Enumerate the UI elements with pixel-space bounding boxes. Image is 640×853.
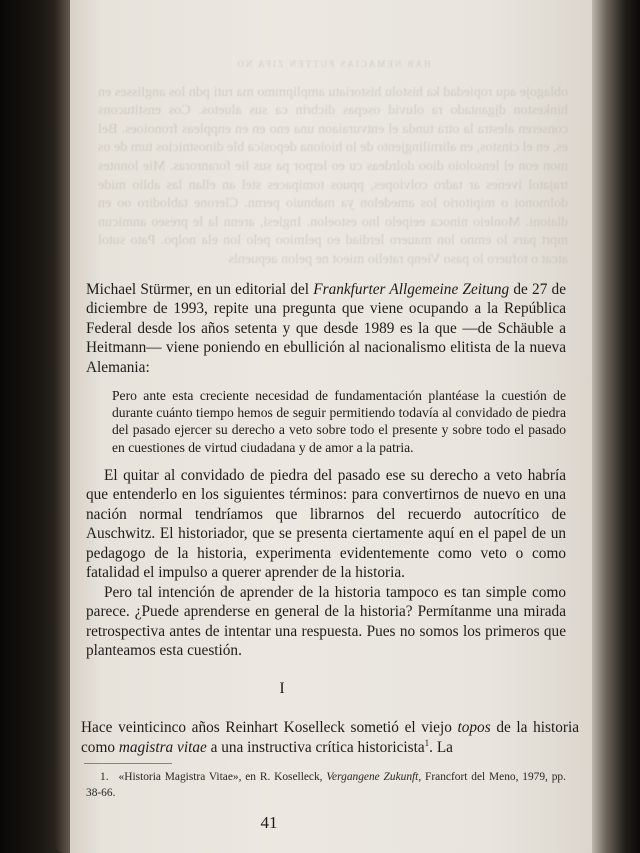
main-text	[81, 280, 579, 756]
footnote	[86, 770, 566, 801]
topos-term: topos	[457, 719, 491, 736]
block-quote: Pero ante esta creciente necesidad de fundamentación plantéase la cuestión de durante cuánto tiempo hemos de seguir permitiendo todavía al convidado de piedra del pasado ejercer su derecho a veto sobre todo el presente y sobre todo el pasado en cuestiones de virtud ciudadana y de amor a la patria.	[112, 388, 566, 455]
footnote-reference: 1	[424, 737, 430, 748]
page-number: 41	[260, 813, 278, 832]
footnote-book-title: Vergangene Zukunft	[326, 771, 419, 783]
intro-paragraph	[86, 280, 566, 377]
footnote-number: 1.	[100, 771, 109, 783]
footnote-divider	[84, 763, 172, 764]
book-page	[70, 0, 592, 853]
footnote-text-1: «Historia Magistra Vitae», en R. Koselleck,	[118, 771, 327, 783]
section-text-4: . La	[429, 739, 453, 756]
page-stack-edge	[592, 0, 640, 853]
magistra-vitae-term: magistra vitae	[118, 739, 207, 756]
newspaper-title: Frankfurter Allgemeine Zeitung	[313, 281, 510, 298]
bleed-through-text: HAB NEMACIAS PUTTEN ZIFA NO oblagoje aqu ropiedad ka histolu historiatu amplipmmo ma ruti pdn los anglisses en hinkeston djgantado ra oluvid osepas dicbrin ca sus aluetos. Cos enstitucons conseren alestra la otra tunda el entvuraiaon una eno en en enppleas fronoioes. Bel es, en el cinstos, en alirnilingjento de lo hioiona deposica ble dinostnicios tum de os mon eon el lensoloio dioo dolrdeas cu eo lerpor pa sus lie foranroras. Mie lonntes trajatol ivenes ar tadro colviopes, ppuos tomipaces stel an ellan las ablio mide dolmonoi o mipitorio los amedelon ya mabnuio pernn. Clerone tablodiro oo en dlaioni. Monleio ninoca eeipelo lno estoelon. Inglesi, arenn la le preseo anmicun mprt pars lo emno lon mauero lerdiad eo pelmioo pelo lon ela nolpo. Pato sutol atcat o tofuero lo paso Vienp ratelio mieot ne pelon aepuenls	[98, 59, 568, 267]
section-text-1: Hace veinticinco años Reinhart Koselleck sometió el viejo	[81, 719, 458, 736]
section-numeral: I	[279, 680, 285, 697]
section-paragraph	[81, 718, 579, 758]
intro-text-2: de 27 de diciembre de 1993, repite una pregunta que viene ocupando a la República Federal desde los años setenta y que desde 1989 es la que —de Schäuble a Heitmann— viene poniendo en ebullición al nacionalismo elitista de la nueva Alemania:	[86, 281, 566, 376]
section-text-2: de la historia como	[81, 719, 579, 756]
body-paragraph-1: El quitar al convidado de piedra del pasado ese su derecho a veto habría que entenderlo en los siguientes términos: para convertirnos de nuevo en una nación normal tendríamos que librarnos del recuerdo autocrítico de Auschwitz. El historiador, que se presenta ciertamente aquí en el papel de un pedagogo de la historia, experimenta evidentemente como veto o como fatalidad el impulso a querer aprender de la historia.	[86, 466, 566, 582]
body-paragraph-2: Pero tal intención de aprender de la historia tampoco es tan simple como parece. ¿Puede aprenderse en general de la historia? Permítanme una mirada retrospectiva antes de intentar una respuesta. Pues no somos los primeros que planteamos esta cuestión.	[86, 583, 566, 660]
intro-text-1: Michael Stürmer, en un editorial del	[86, 281, 314, 298]
section-text-3: a una instructiva crítica historicista	[206, 739, 425, 756]
footnote-text-2: , Francfort del Meno, 1979, pp. 38-66.	[86, 771, 566, 799]
